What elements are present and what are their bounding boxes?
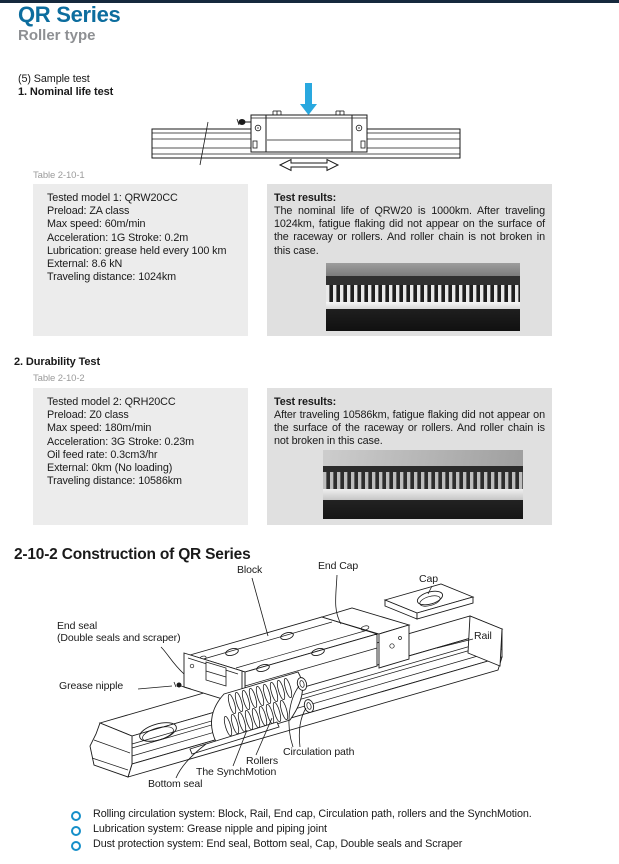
condition-line: Preload: ZA class: [47, 205, 130, 218]
condition-line: Traveling distance: 10586km: [47, 475, 182, 488]
label-end-seal-note: (Double seals and scraper): [57, 632, 181, 644]
condition-line: External: 0km (No loading): [47, 462, 173, 475]
grease-nipple-side: [237, 119, 251, 125]
load-arrow-icon: [300, 83, 317, 115]
label-circulation-path: Circulation path: [283, 746, 355, 758]
condition-line: External: 8.6 kN: [47, 258, 123, 271]
label-bottom-seal: Bottom seal: [148, 778, 203, 790]
test-results-cell: [267, 184, 552, 336]
test-conditions-cell: [33, 184, 248, 336]
bullet-text: Lubrication system: Grease nipple and piping joint: [93, 823, 327, 835]
condition-line: Traveling distance: 1024km: [47, 271, 177, 284]
bullet-text: Dust protection system: End seal, Bottom seal, Cap, Double seals and Scraper: [93, 838, 463, 850]
results-title: Test results:: [274, 192, 337, 204]
results-title: Test results:: [274, 396, 337, 408]
nominal-test-table: [33, 184, 552, 336]
condition-line: Acceleration: 1G Stroke: 0.2m: [47, 231, 189, 244]
label-rollers: Rollers: [246, 755, 278, 767]
cap-drawing: [385, 584, 473, 619]
label-end-cap: End Cap: [318, 560, 359, 572]
bullet-ring-icon: [71, 841, 81, 851]
label-cap: Cap: [419, 573, 438, 585]
durability-test-table: [33, 388, 552, 525]
nominal-test-drawing: [140, 75, 480, 175]
bullet-text: Rolling circulation system: Block, Rail, End cap, Circulation path, rollers and the SynchMotion.: [93, 808, 532, 820]
label-synchmotion: The SynchMotion: [196, 766, 277, 778]
condition-line: Tested model 1: QRW20CC: [47, 192, 178, 204]
condition-line: Max speed: 180m/min: [47, 422, 152, 435]
table-caption-2: Table 2-10-2: [33, 373, 85, 384]
label-block: Block: [237, 564, 263, 576]
stroke-arrow-icon: [280, 160, 338, 171]
nominal-life-heading: 1. Nominal life test: [18, 86, 114, 98]
results-text: The nominal life of QRW20 is 1000km. After traveling 1024km, fatigue flaking did not appear on the surface of the raceway or rollers. And roller chain is not broken in this case.: [274, 205, 545, 257]
test-results-cell: [267, 388, 552, 525]
bullet-ring-icon: [71, 826, 81, 836]
condition-line: Oil feed rate: 0.3cm3/hr: [47, 448, 158, 461]
condition-line: Tested model 2: QRH20CC: [47, 396, 176, 408]
table-caption-1: Table 2-10-1: [33, 170, 85, 181]
roller-chain-photo-1: [326, 263, 520, 331]
carriage-block-side-view: [237, 111, 367, 152]
condition-line: Max speed: 60m/min: [47, 218, 146, 231]
construction-diagram: [40, 558, 615, 808]
condition-line: Lubrication: grease held every 100 km: [47, 244, 227, 257]
roller-chain-photo-2: [323, 450, 523, 519]
condition-line: Acceleration: 3G Stroke: 0.23m: [47, 435, 195, 448]
durability-heading: 2. Durability Test: [14, 356, 101, 368]
construction-heading: 2-10-2 Construction of QR Series: [14, 546, 251, 563]
test-conditions-cell: [33, 388, 248, 525]
label-grease-nipple: Grease nipple: [59, 680, 124, 692]
sample-test-kicker: (5) Sample test: [18, 73, 90, 85]
condition-line: Preload: Z0 class: [47, 409, 129, 422]
bullet-ring-icon: [71, 811, 81, 821]
page-subtitle: Roller type: [18, 27, 96, 44]
label-end-seal: End seal: [57, 620, 98, 632]
label-rail: Rail: [474, 630, 492, 642]
page-title: QR Series: [18, 2, 121, 27]
results-text: After traveling 10586km, fatigue flaking did not appear on the surface of the raceway or rollers. And roller chain is not broken in this case.: [274, 409, 545, 448]
